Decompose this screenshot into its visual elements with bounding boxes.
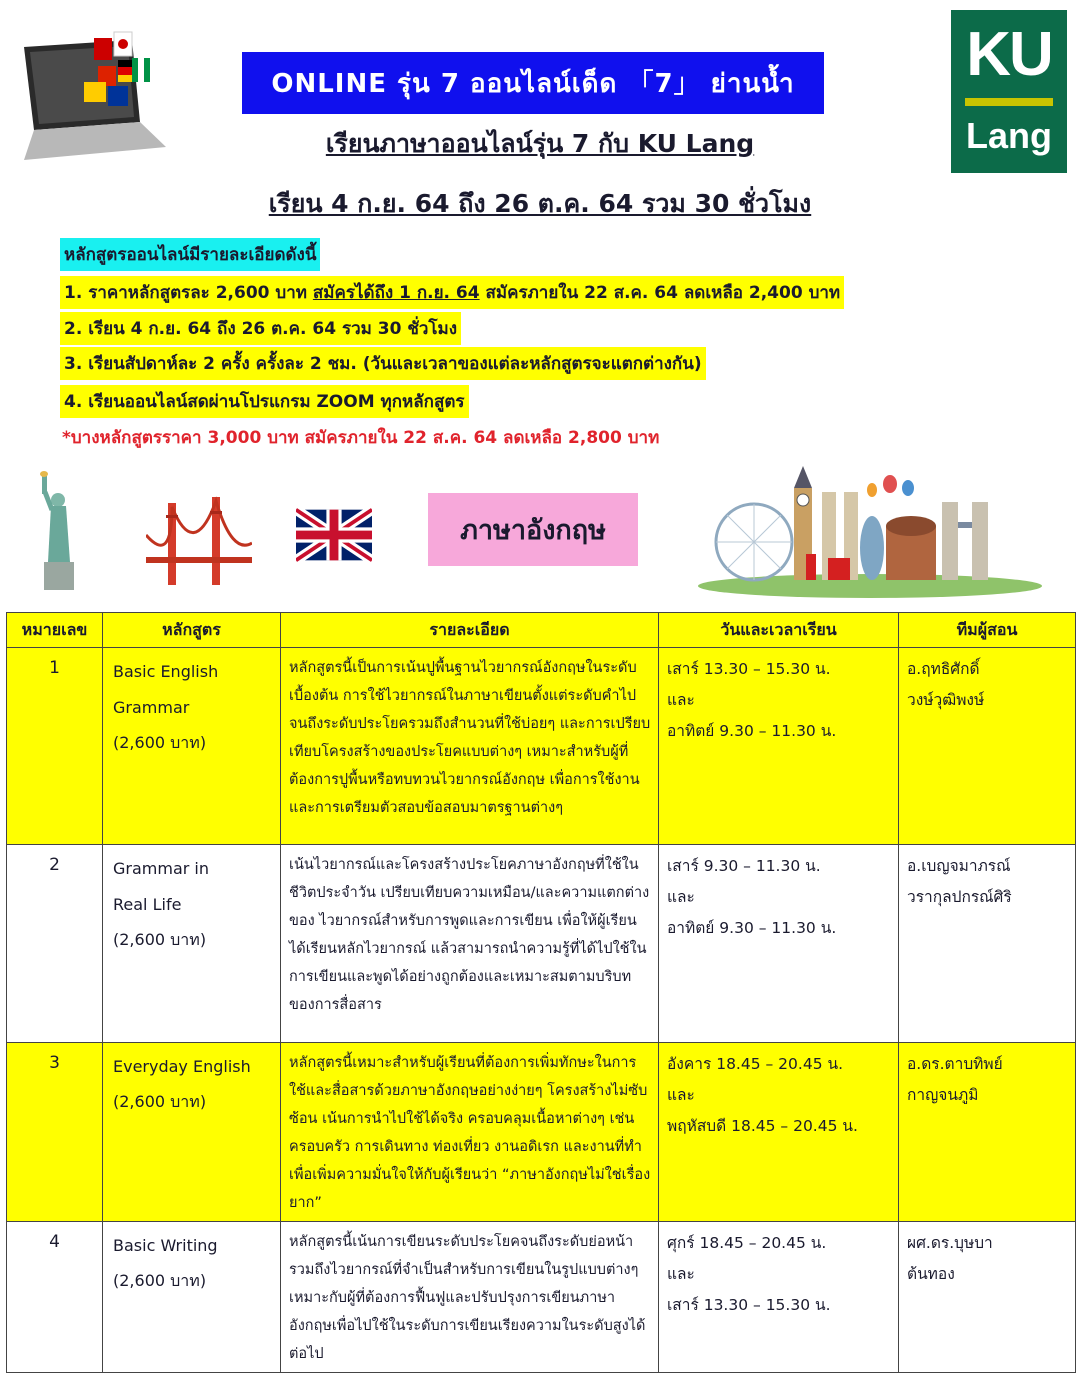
price-note: *บางหลักสูตรราคา 3,000 บาท สมัครภายใน 22 ส.ค. 64 ลดเหลือ 2,800 บาท [62, 428, 660, 448]
course-price: (2,600 บาท) [113, 930, 207, 949]
header-number: หมายเลข [7, 613, 103, 648]
course-name-line2: Grammar [113, 698, 190, 717]
table-row [7, 1043, 1076, 1222]
row-number: 2 [7, 845, 103, 1043]
row-number: 4 [7, 1222, 103, 1373]
course-name-line1: Grammar in [113, 859, 210, 878]
class-time-and: และ [667, 691, 695, 709]
logo-divider [965, 98, 1053, 106]
ku-lang-logo [951, 10, 1067, 173]
golden-gate-bridge-icon [146, 495, 252, 587]
row-number: 3 [7, 1043, 103, 1222]
class-time-2: เสาร์ 13.30 – 15.30 น. [667, 1296, 831, 1314]
detail-item-3: 3. เรียนสัปดาห์ละ 2 ครั้ง ครั้งละ 2 ชม. (วันและเวลาของแต่ละหลักสูตรจะแตกต่างกัน) [60, 347, 706, 380]
class-time-1: เสาร์ 9.30 – 11.30 น. [667, 857, 821, 875]
teacher-cell [899, 845, 1076, 1043]
table-row [7, 1222, 1076, 1373]
class-time-and: และ [667, 1265, 695, 1283]
course-cell [103, 845, 281, 1043]
course-price: (2,600 บาท) [113, 733, 207, 752]
class-time-cell [659, 1043, 899, 1222]
teacher-cell [899, 1043, 1076, 1222]
course-detail: หลักสูตรนี้เป็นการเน้นปูพื้นฐานไวยากรณ์อังกฤษในระดับเบื้องต้น การใช้ไวยากรณ์ในภาษาเขียนตั้งแต่ระดับคำไปจนถึงระดับประโยครวมถึงสำนวนที่ใช้บ่อยๆ และการเปรียบเทียบโครงสร้างของประโยคแบบต่างๆ เหมาะสำหรับผู้ที่ต้องการปูพื้นหรือทบทวนไวยากรณ์อังกฤษ เพื่อการใช้งานและการเตรียมตัวสอบข้อสอบมาตรฐานต่างๆ [281, 648, 659, 845]
detail-item-1-pre: 1. ราคาหลักสูตรละ 2,600 บาท [64, 283, 313, 303]
course-cell [103, 1222, 281, 1373]
course-name-line1: Basic Writing [113, 1236, 218, 1255]
class-time-2: พฤหัสบดี 18.45 – 20.45 น. [667, 1117, 858, 1135]
teacher-line1: อ.เบญจมาภรณ์ [907, 857, 1011, 875]
teacher-line2: กาญจนภูมิ [907, 1086, 979, 1104]
promo-banner: ONLINE รุ่น 7 ออนไลน์เด็ด 「7」 ย่านน้ำ [242, 52, 824, 114]
course-name-line2: Real Life [113, 895, 182, 914]
table-row [7, 845, 1076, 1043]
statue-of-liberty-icon [34, 470, 84, 590]
class-time-1: ศุกร์ 18.45 – 20.45 น. [667, 1234, 827, 1252]
logo-lang-text: Lang [966, 115, 1052, 156]
detail-item-1-deadline: สมัครได้ถึง 1 ก.ย. 64 [312, 283, 480, 303]
detail-item-4: 4. เรียนออนไลน์สดผ่านโปรแกรม ZOOM ทุกหลักสูตร [60, 385, 469, 418]
teacher-line1: อ.ดร.ตาบทิพย์ [907, 1055, 1003, 1073]
course-detail: หลักสูตรนี้เหมาะสำหรับผู้เรียนที่ต้องการเพิ่มทักษะในการใช้และสื่อสารด้วยภาษาอังกฤษอย่างง่ายๆ โครงสร้างไม่ซับซ้อน เน้นการนำไปใช้ได้จริง ครอบคลุมเนื้อหาต่างๆ เช่น ครอบครัว การเดินทาง ท่องเที่ยว งานอดิเรก และงานที่ทำ เพื่อเพิ่มความมั่นใจให้กับผู้เรียนว่า “ภาษาอังกฤษไม่ใช่เรื่องยาก” [281, 1043, 659, 1222]
subtitle: เรียนภาษาออนไลน์รุ่น 7 กับ KU Lang [325, 129, 755, 158]
class-time-1: อังคาร 18.45 – 20.45 น. [667, 1055, 844, 1073]
language-label: ภาษาอังกฤษ [428, 493, 638, 566]
class-time-and: และ [667, 1086, 695, 1104]
course-table [6, 612, 1076, 1373]
row-number: 1 [7, 648, 103, 845]
teacher-cell [899, 648, 1076, 845]
course-name-line1: Everyday English [113, 1057, 251, 1076]
header-teacher: ทีมผู้สอน [899, 613, 1076, 648]
table-header-row [7, 613, 1076, 648]
laptop-flags-image [14, 22, 174, 162]
header-time: วันและเวลาเรียน [659, 613, 899, 648]
class-time-1: เสาร์ 13.30 – 15.30 น. [667, 660, 831, 678]
table-row [7, 648, 1076, 845]
teacher-line2: วรากุลปกรณ์ศิริ [907, 888, 1012, 906]
header-course: หลักสูตร [103, 613, 281, 648]
teacher-cell [899, 1222, 1076, 1373]
class-time-cell [659, 1222, 899, 1373]
uk-flag-icon [296, 508, 372, 562]
course-detail: หลักสูตรนี้เน้นการเขียนระดับประโยคจนถึงระดับย่อหน้า รวมถึงไวยากรณ์ที่จำเป็นสำหรับการเขียนในรูปแบบต่างๆ เหมาะกับผู้ที่ต้องการฟื้นฟูและปรับปรุงการเขียนภาษาอังกฤษเพื่อไปใช้ในระดับการเขียนเรียงความในระดับสูงได้ต่อไป [281, 1222, 659, 1373]
detail-item-2: 2. เรียน 4 ก.ย. 64 ถึง 26 ต.ค. 64 รวม 30 ชั่วโมง [60, 312, 461, 345]
class-time-cell [659, 648, 899, 845]
course-cell [103, 1043, 281, 1222]
course-name-line1: Basic English [113, 662, 219, 681]
header-detail: รายละเอียด [281, 613, 659, 648]
class-time-cell [659, 845, 899, 1043]
class-time-2: อาทิตย์ 9.30 – 11.30 น. [667, 722, 837, 740]
teacher-line2: วงษ์วุฒิพงษ์ [907, 691, 985, 709]
class-time-and: และ [667, 888, 695, 906]
logo-ku-text: KU [966, 20, 1052, 89]
class-time-2: อาทิตย์ 9.30 – 11.30 น. [667, 919, 837, 937]
teacher-line1: ผศ.ดร.บุษบา [907, 1234, 993, 1252]
detail-item-1 [60, 276, 844, 309]
london-landmarks-image [696, 462, 1044, 598]
course-detail: เน้นไวยากรณ์และโครงสร้างประโยคภาษาอังกฤษที่ใช้ในชีวิตประจำวัน เปรียบเทียบความเหมือน/และความแตกต่างของ ไวยากรณ์สำหรับการพูดและการเขียน เพื่อให้ผู้เรียนได้เรียนหลักไวยากรณ์ แล้วสามารถนำความรู้ที่ได้ไปใช้ในการเขียนและพูดได้อย่างถูกต้องและเหมาะสมตามบริบทของการสื่อสาร [281, 845, 659, 1043]
detail-item-1-post: สมัครภายใน 22 ส.ค. 64 ลดเหลือ 2,400 บาท [479, 283, 841, 303]
schedule-title: เรียน 4 ก.ย. 64 ถึง 26 ต.ค. 64 รวม 30 ชั่วโมง [268, 189, 812, 218]
details-heading: หลักสูตรออนไลน์มีรายละเอียดดังนี้ [60, 238, 320, 271]
teacher-line1: อ.ฤทธิศักดิ์ [907, 660, 980, 678]
course-price: (2,600 บาท) [113, 1271, 207, 1290]
teacher-line2: ต้นทอง [907, 1265, 955, 1283]
course-cell [103, 648, 281, 845]
course-price: (2,600 บาท) [113, 1092, 207, 1111]
